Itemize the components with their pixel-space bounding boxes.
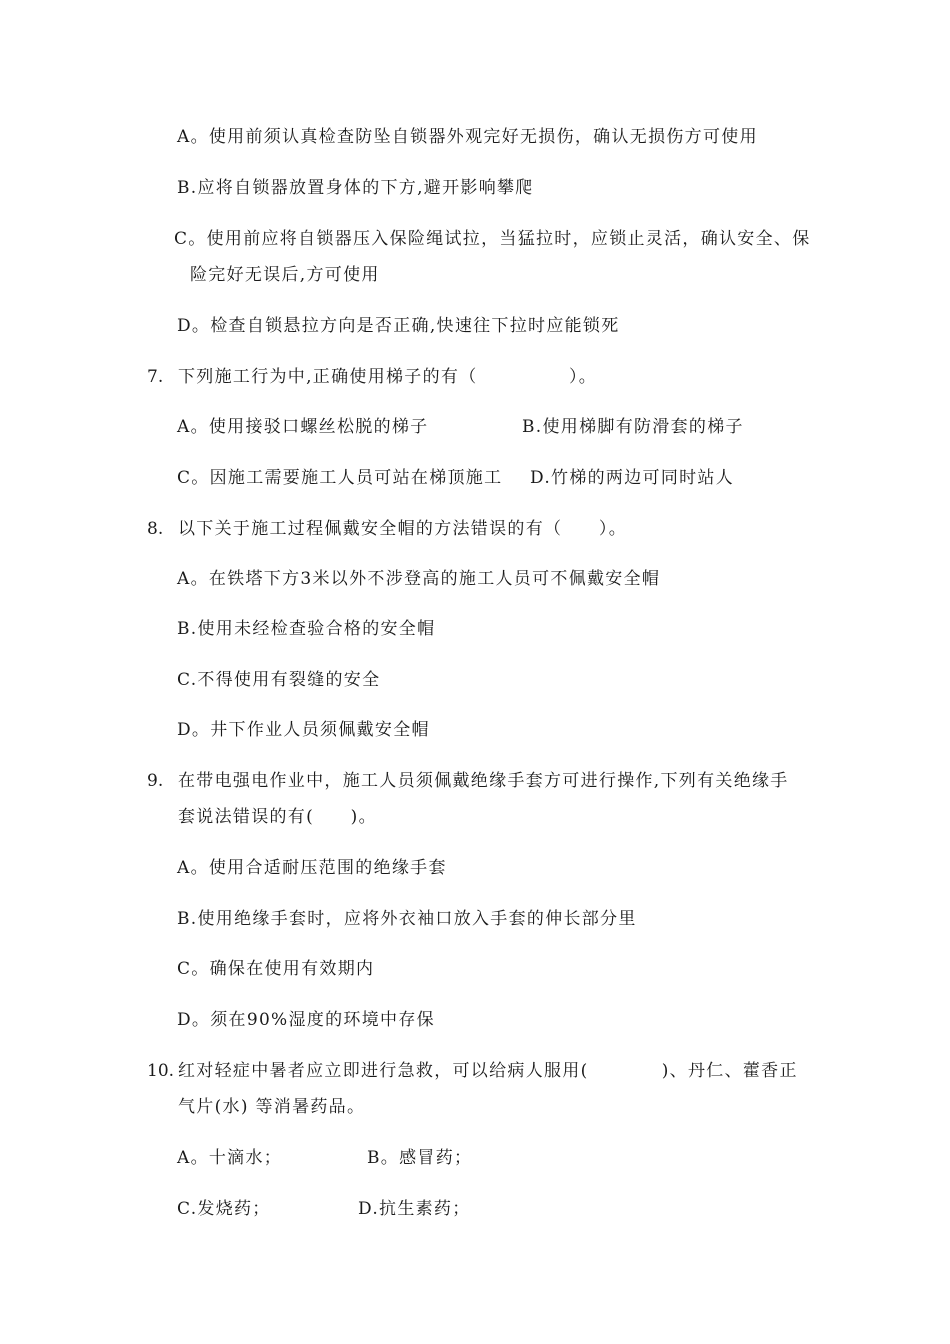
- q8-option-d: D。井下作业人员须佩戴安全帽: [177, 720, 430, 740]
- q7-number: 7.: [147, 367, 164, 387]
- q8-stem: 以下关于施工过程佩戴安全帽的方法错误的有（ ）。: [178, 519, 627, 539]
- q10-option-d: D.抗生素药；: [358, 1199, 471, 1219]
- q8-option-a: A。在铁塔下方3米以外不涉登高的施工人员可不佩戴安全帽: [177, 569, 661, 589]
- q9-option-a: A。使用合适耐压范围的绝缘手套: [177, 858, 447, 878]
- q8-number: 8.: [147, 519, 164, 539]
- q10-stem-line1: 红对轻症中暑者应立即进行急救，可以给病人服用( )、丹仁、藿香正: [178, 1061, 798, 1081]
- q10-number: 10.: [147, 1061, 175, 1081]
- q7-option-b: B.使用梯脚有防滑套的梯子: [522, 417, 744, 437]
- q6-option-c-line2: 险完好无误后,方可使用: [190, 265, 380, 285]
- q6-option-a: A。使用前须认真检查防坠自锁器外观完好无损伤，确认无损伤方可使用: [177, 127, 758, 147]
- q10-stem-line2: 气片(水) 等消暑药品。: [178, 1097, 366, 1117]
- q7-option-a: A。使用接驳口螺丝松脱的梯子: [177, 417, 429, 437]
- q9-number: 9.: [147, 771, 164, 791]
- q9-stem-line1: 在带电强电作业中，施工人员须佩戴绝缘手套方可进行操作,下列有关绝缘手: [178, 771, 789, 791]
- q8-option-c: C.不得使用有裂缝的安全: [177, 670, 381, 690]
- q6-option-d: D。检查自锁悬拉方向是否正确,快速往下拉时应能锁死: [177, 316, 620, 336]
- q10-option-c: C.发烧药；: [177, 1199, 271, 1219]
- q10-option-b: B。感冒药；: [367, 1148, 473, 1168]
- q7-option-d: D.竹梯的两边可同时站人: [530, 468, 735, 488]
- q9-stem-line2: 套说法错误的有( )。: [178, 807, 377, 827]
- q9-option-b: B.使用绝缘手套时，应将外衣袖口放入手套的伸长部分里: [177, 909, 637, 929]
- q8-option-b: B.使用未经检查验合格的安全帽: [177, 619, 436, 639]
- q10-option-a: A。十滴水；: [177, 1148, 283, 1168]
- q7-stem: 下列施工行为中,正确使用梯子的有（ ）。: [178, 367, 598, 387]
- q6-option-c-line1: C。使用前应将自锁器压入保险绳试拉，当猛拉时，应锁止灵活，确认安全、保: [174, 229, 811, 249]
- q6-option-b: B.应将自锁器放置身体的下方,避开影响攀爬: [177, 178, 534, 198]
- q9-option-d: D。须在90%湿度的环境中存保: [177, 1010, 435, 1030]
- q9-option-c: C。确保在使用有效期内: [177, 959, 375, 979]
- q7-option-c: C。因施工需要施工人员可站在梯顶施工: [177, 468, 503, 488]
